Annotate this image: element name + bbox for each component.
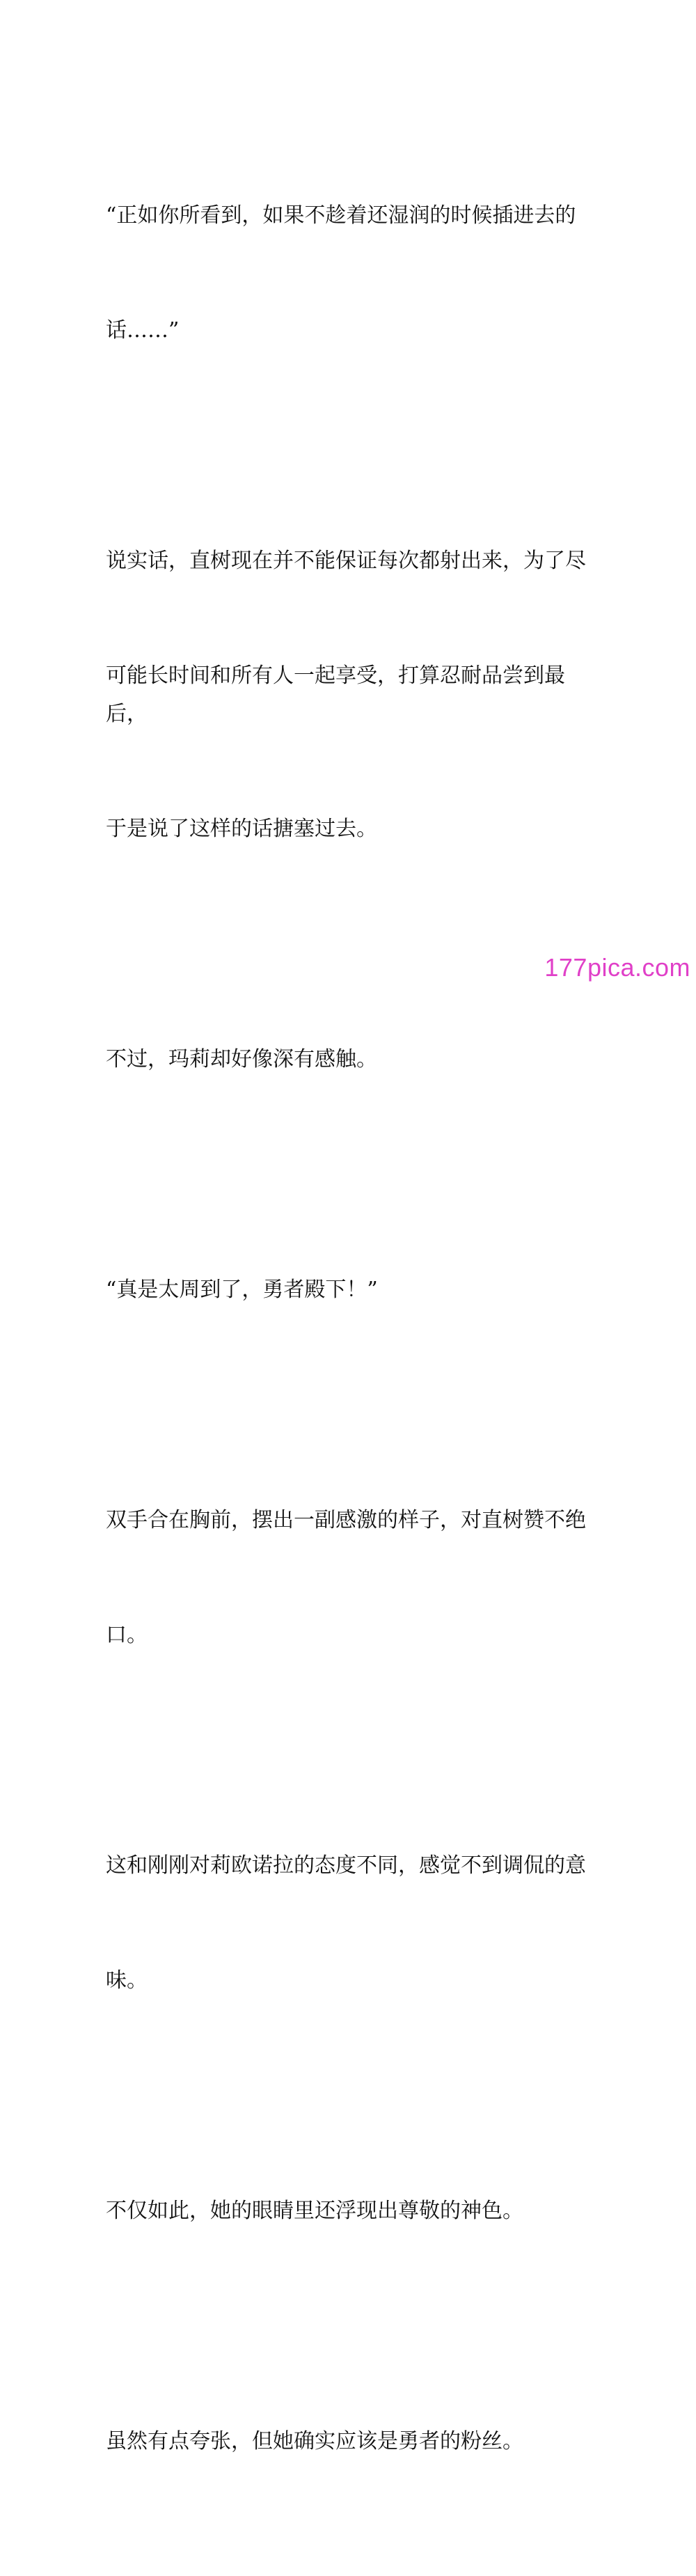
text-line: 味。 bbox=[106, 1968, 148, 1993]
text-line: “正如你所看到，如果不趁着还湿润的时候插进去的 bbox=[106, 203, 576, 228]
text-line: 可能长时间和所有人一起享受，打算忍耐品尝到最后， bbox=[106, 663, 565, 726]
paragraph-3 bbox=[106, 964, 593, 1155]
text-line: 不过，玛莉却好像深有感触。 bbox=[106, 1047, 377, 1071]
text-line: “真是太周到了，勇者殿下！” bbox=[106, 1278, 378, 1302]
text-line: 双手合在胸前，摆出一副感激的样子，对直树赞不绝 bbox=[106, 1508, 586, 1532]
text-line: 话……” bbox=[106, 318, 180, 343]
text-line: 虽然有点夸张，但她确实应该是勇者的粉丝。 bbox=[106, 2429, 523, 2453]
paragraph-4 bbox=[106, 1194, 593, 1385]
text-line: 这和刚刚对莉欧诺拉的态度不同，感觉不到调侃的意 bbox=[106, 1853, 586, 1878]
paragraph-6 bbox=[106, 1770, 593, 2076]
text-line: 口。 bbox=[106, 1623, 148, 1647]
text-line: 不仅如此，她的眼睛里还浮现出尊敬的神色。 bbox=[106, 2199, 523, 2223]
text-line: 于是说了这样的话搪塞过去。 bbox=[106, 817, 377, 841]
paragraph-5 bbox=[106, 1424, 593, 1731]
watermark: 177pica.com bbox=[544, 953, 690, 982]
paragraph-2 bbox=[106, 465, 593, 925]
paragraph-8 bbox=[106, 2346, 593, 2537]
document-body bbox=[106, 120, 593, 2576]
paragraph-7 bbox=[106, 2115, 593, 2307]
paragraph-1 bbox=[106, 120, 593, 426]
text-line: 说实话，直树现在并不能保证每次都射出来，为了尽 bbox=[106, 549, 586, 573]
